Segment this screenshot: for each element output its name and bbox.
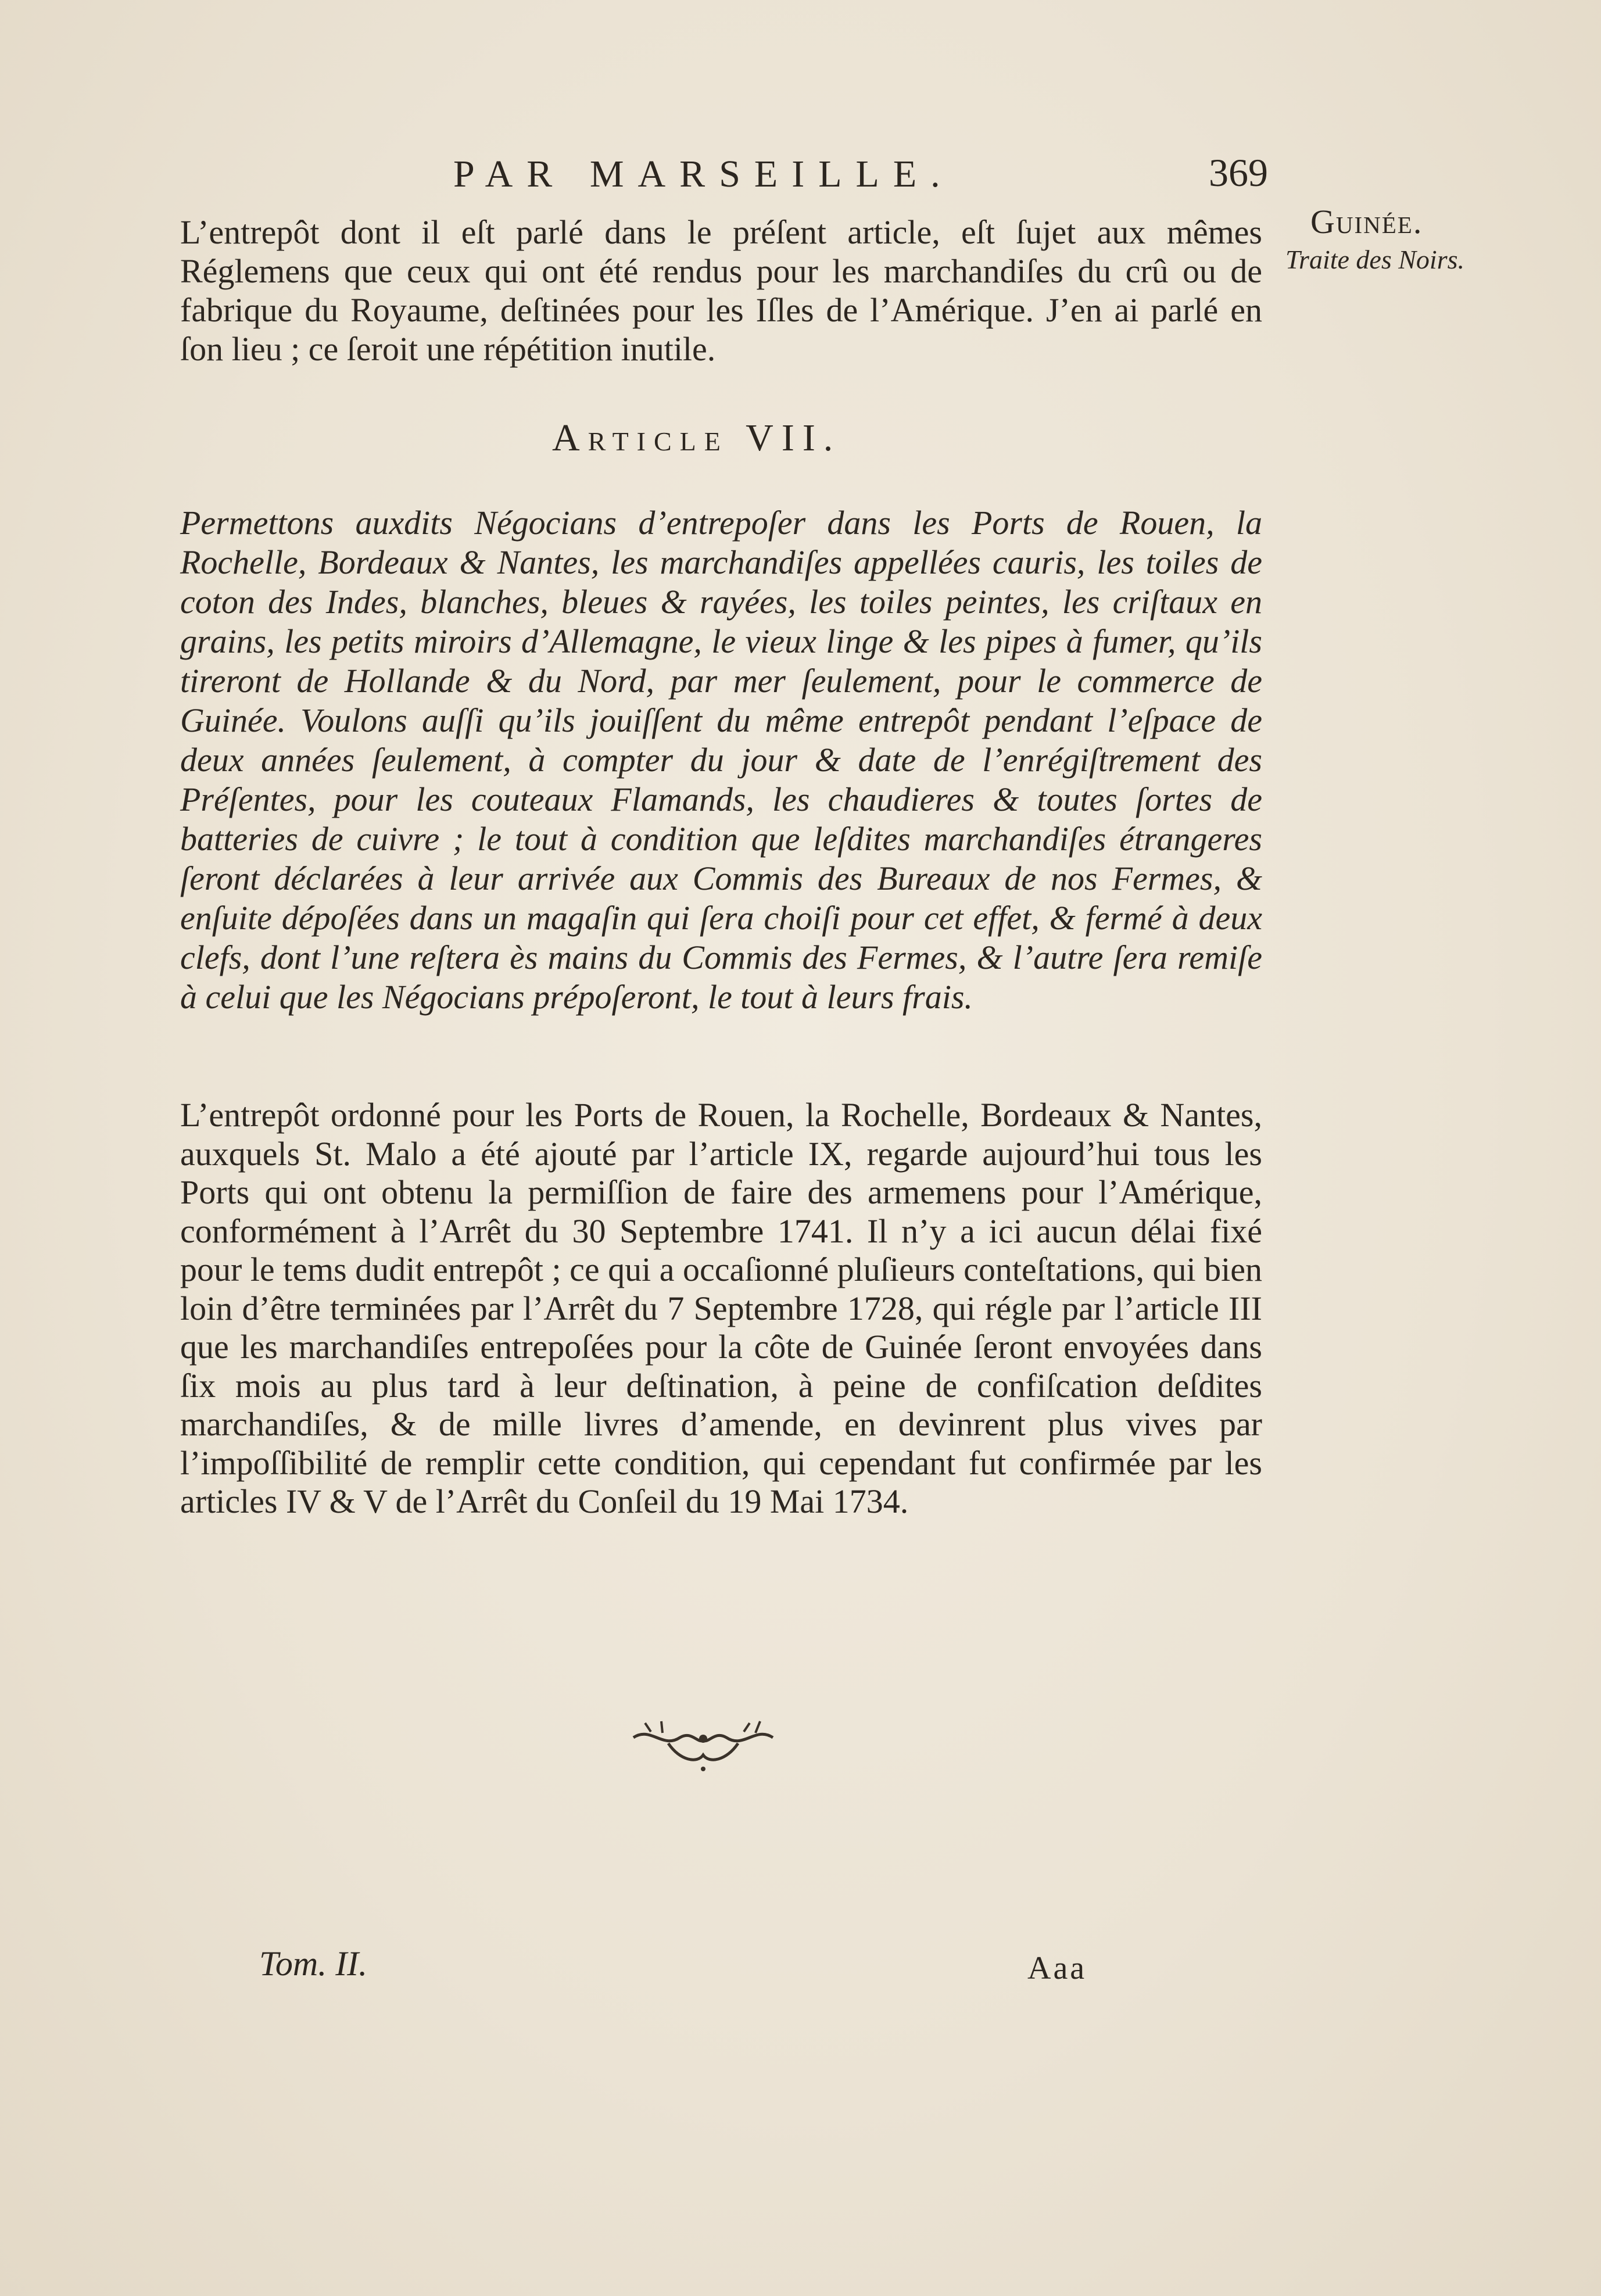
intro-paragraph: L’entrepôt dont il eſt parlé dans le préſent article, eſt ſujet aux mêmes Réglemens que ceux qui ont été rendus pour les marchandiſes du crû ou de fabrique du Royaume, deſtinées pour les Iſles de l’Amérique. J’en ai parlé en ſon lieu ; ce ſeroit une répétition inutile. — [180, 213, 1262, 368]
commentary-paragraph: L’entrepôt ordonné pour les Ports de Rouen, la Rochelle, Bordeaux & Nantes, auxquels St. Malo a été ajouté par l’article IX, regarde aujourd’hui tous les Ports qui ont obtenu la permiſſion de faire des armemens pour l’Amérique, conformément à l’Arrêt du 30 Septembre 1741. Il n’y a ici aucun délai fixé pour le tems dudit entrepôt ; ce qui a occaſionné pluſieurs conteſtations, qui bien loin d’être terminées par l’Arrêt du 7 Septembre 1728, qui régle par l’article III que les marchandiſes entrepoſées pour la côte de Guinée ſeront envoyées dans ſix mois au plus tard à leur deſtination, à peine de confiſcation deſdites marchandiſes, & de mille livres d’amende, en devinrent plus vives par l’impoſſibilité de remplir cette condition, qui cependant fut confirmée par les articles IV & V de l’Arrêt du Conſeil du 19 Mai 1734. — [180, 1096, 1262, 1520]
article-heading: Article VII. — [552, 417, 841, 459]
floral-tailpiece-icon — [628, 1708, 779, 1772]
margin-note-title: Guinée. — [1310, 203, 1423, 241]
margin-note-subtitle: Traite des Noirs. — [1285, 245, 1465, 274]
volume-label: Tom. II. — [259, 1944, 368, 1983]
running-head: PAR MARSEILLE. — [453, 153, 954, 195]
page-number: 369 — [1209, 151, 1268, 195]
signature-mark: Aaa — [1027, 1950, 1087, 1986]
article-text-paragraph: Permettons auxdits Négocians d’entrepoſer dans les Ports de Rouen, la Rochelle, Bordeaux & Nantes, les marchandiſes appellées cauris, les toiles de coton des Indes, blanches, bleues & rayées, les toiles peintes, les criſtaux en grains, les petits miroirs d’Allemagne, le vieux linge & les pipes à fumer, qu’ils tireront de Hollande & du Nord, par mer ſeulement, pour le commerce de Guinée. Voulons auſſi qu’ils jouiſſent du même entrepôt pendant l’eſpace de deux années ſeulement, à compter du jour & date de l’enrégiſtrement des Préſentes, pour les couteaux Flamands, les chaudieres & toutes ſortes de batteries de cuivre ; le tout à condition que leſdites marchandiſes étrangeres ſeront déclarées à leur arrivée aux Commis des Bureaux de nos Fermes, & enſuite dépoſées dans un magaſin qui ſera choiſi pour cet effet, & fermé à deux clefs, dont l’une reſtera ès mains du Commis des Fermes, & l’autre ſera remiſe à celui que les Négocians prépoſeront, le tout à leurs frais. — [180, 504, 1262, 1016]
